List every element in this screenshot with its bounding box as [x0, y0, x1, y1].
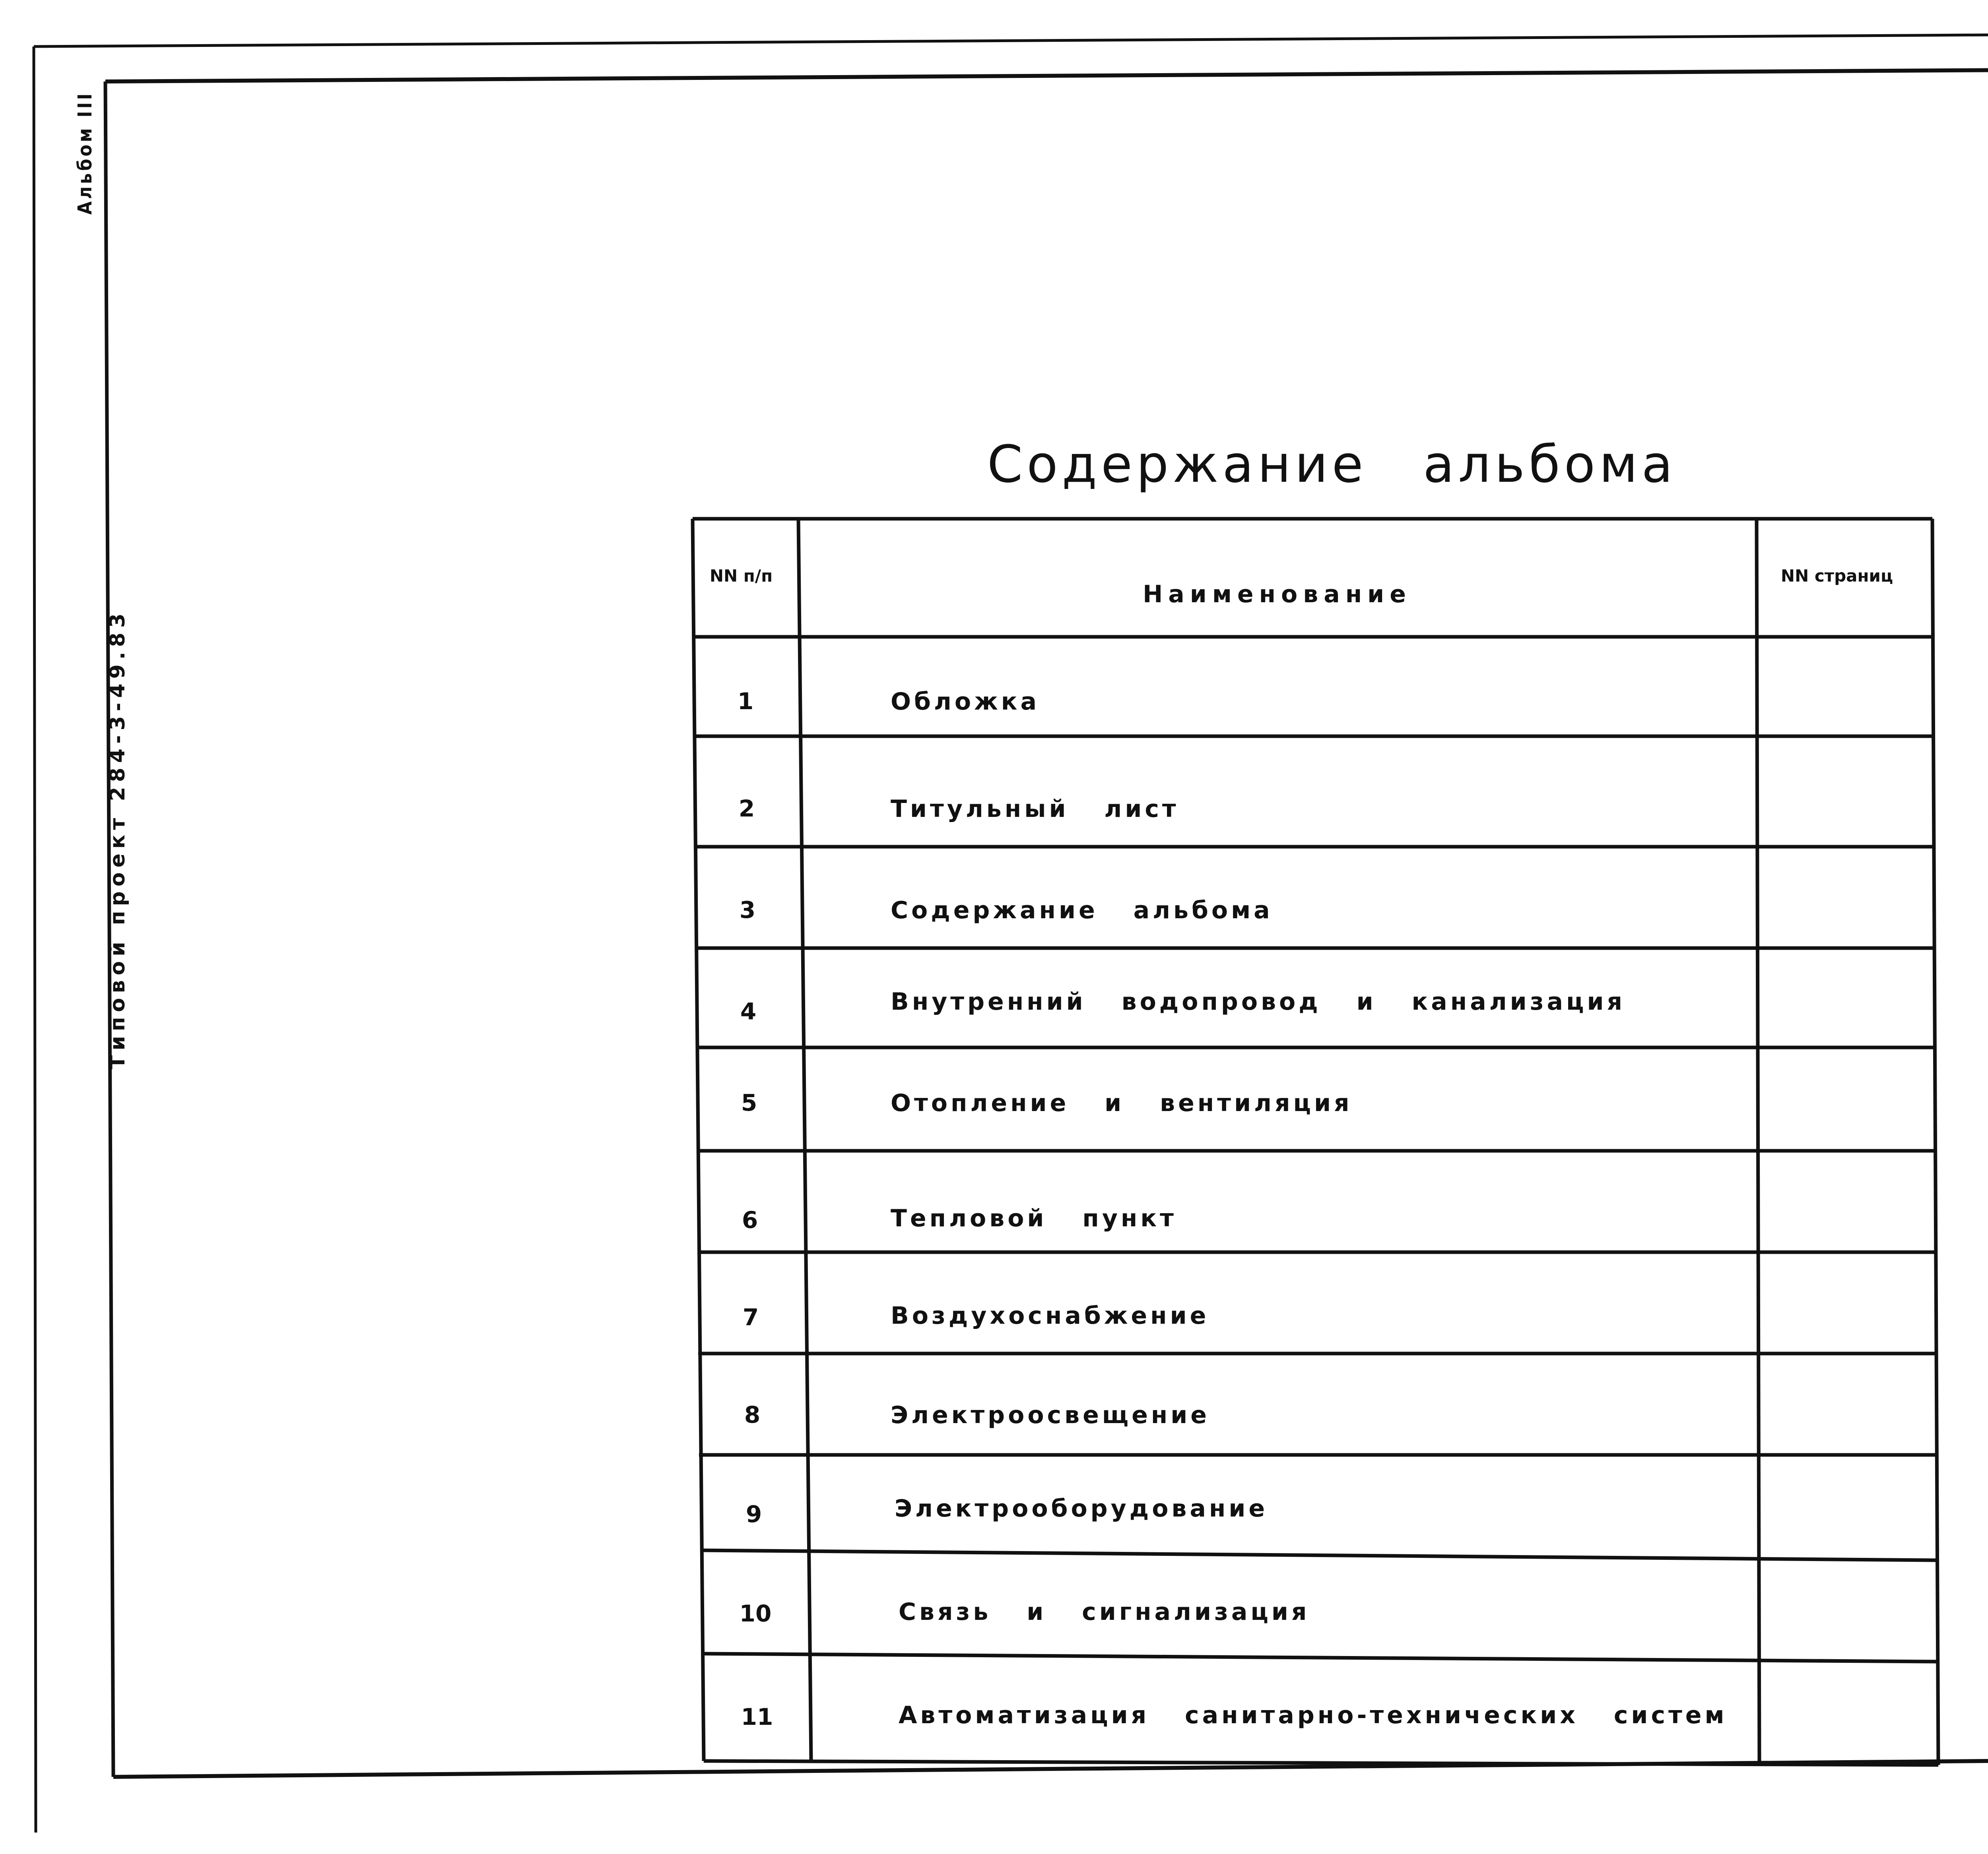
row-number: 11	[741, 1703, 773, 1730]
row-name: Электрооборудование	[895, 1495, 1268, 1522]
contents-table-grid	[693, 519, 1938, 1765]
row-number: 4	[740, 998, 757, 1025]
row-number: 5	[741, 1089, 757, 1116]
row-name: Титульный лист	[891, 795, 1179, 823]
row-name: Внутренний водопровод и канализация	[891, 988, 1626, 1016]
row-name: Связь и сигнализация	[899, 1598, 1310, 1626]
row-number: 10	[739, 1600, 772, 1627]
row-name: Отопление и вентиляция	[891, 1089, 1353, 1117]
album-label: Альбом III	[74, 91, 96, 215]
row-number: 7	[742, 1304, 759, 1331]
row-number: 9	[746, 1501, 762, 1528]
row-number: 3	[739, 896, 756, 923]
column-header-pages: NN страниц	[1780, 566, 1893, 586]
column-header-name: Наименование	[1143, 580, 1411, 608]
trim-frame	[34, 32, 1988, 1833]
row-name: Электроосвещение	[891, 1401, 1210, 1429]
row-name: Воздухоснабжение	[891, 1302, 1209, 1330]
row-name: Автоматизация санитарно-технических систем	[899, 1701, 1728, 1729]
row-name: Содержание альбома	[891, 896, 1273, 924]
page-title: Содержание альбома	[987, 435, 1677, 494]
row-number: 6	[742, 1206, 758, 1233]
project-label: Типовой проект 284-3-49.83	[106, 609, 130, 1069]
row-number: 1	[737, 688, 754, 715]
column-header-number: NN п/п	[709, 566, 773, 586]
row-name: Тепловой пункт	[891, 1204, 1177, 1232]
row-number: 8	[744, 1401, 761, 1428]
row-number: 2	[738, 795, 755, 822]
row-name: Обложка	[891, 688, 1040, 716]
